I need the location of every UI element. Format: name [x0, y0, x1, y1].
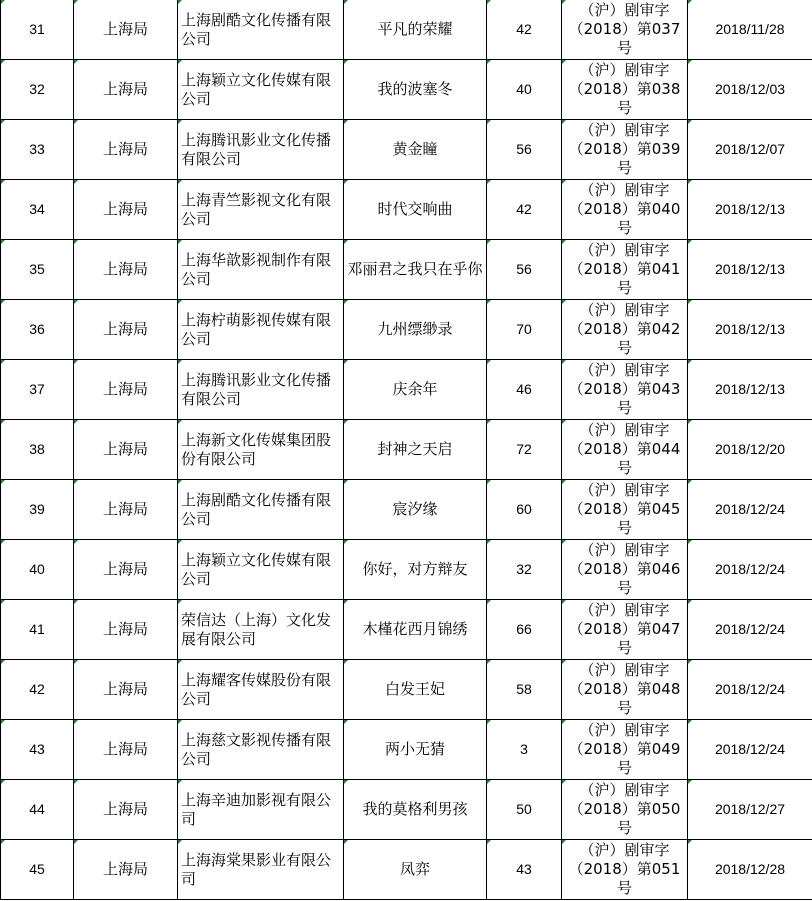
row-number-cell: 39 — [1, 480, 74, 540]
episode-count-cell: 40 — [487, 60, 562, 120]
episode-count-cell: 42 — [487, 0, 562, 60]
permit-number-cell — [562, 180, 688, 240]
episode-count-cell: 58 — [487, 660, 562, 720]
permit-number-cell — [562, 240, 688, 300]
row-number-cell: 31 — [1, 0, 74, 60]
permit-number-cell — [562, 540, 688, 600]
permit-line-2: （2018）第039号 — [568, 140, 681, 177]
approval-date-cell: 2018/12/20 — [688, 420, 812, 480]
permit-number-cell — [562, 720, 688, 780]
episode-count-cell: 46 — [487, 360, 562, 420]
approval-date-cell: 2018/12/24 — [688, 540, 812, 600]
bureau-cell: 上海局 — [74, 240, 178, 300]
episode-count-cell: 56 — [487, 120, 562, 180]
table-row — [1, 840, 812, 900]
company-cell: 上海剧酷文化传播有限公司 — [178, 0, 344, 60]
row-number-cell: 44 — [1, 780, 74, 840]
permit-line-2: （2018）第043号 — [568, 380, 681, 417]
permit-line-2: （2018）第038号 — [568, 80, 681, 117]
bureau-cell: 上海局 — [74, 600, 178, 660]
bureau-cell: 上海局 — [74, 60, 178, 120]
bureau-cell: 上海局 — [74, 780, 178, 840]
episode-count-cell: 42 — [487, 180, 562, 240]
bureau-cell: 上海局 — [74, 540, 178, 600]
approval-date-cell: 2018/12/24 — [688, 720, 812, 780]
approval-date-cell: 2018/12/13 — [688, 240, 812, 300]
approval-date-cell: 2018/12/03 — [688, 60, 812, 120]
company-cell: 上海辛迪加影视有限公司 — [178, 780, 344, 840]
drama-title-cell: 你好，对方辩友 — [344, 540, 487, 600]
row-number-cell: 33 — [1, 120, 74, 180]
permit-line-1: （沪）剧审字 — [579, 601, 670, 619]
row-number-cell: 37 — [1, 360, 74, 420]
company-cell: 上海慈文影视传播有限公司 — [178, 720, 344, 780]
permit-number-cell — [562, 0, 688, 60]
permit-line-1: （沪）剧审字 — [579, 181, 670, 199]
drama-title-cell: 两小无猜 — [344, 720, 487, 780]
company-cell: 上海新文化传媒集团股份有限公司 — [178, 420, 344, 480]
row-number-cell: 45 — [1, 840, 74, 900]
episode-count-cell: 3 — [487, 720, 562, 780]
permit-line-2: （2018）第045号 — [568, 500, 681, 537]
company-cell: 上海颖立文化传媒有限公司 — [178, 540, 344, 600]
drama-title-cell: 封神之天启 — [344, 420, 487, 480]
permit-line-2: （2018）第048号 — [568, 680, 681, 717]
approval-date-cell: 2018/12/27 — [688, 780, 812, 840]
permit-line-1: （沪）剧审字 — [579, 781, 670, 799]
bureau-cell: 上海局 — [74, 480, 178, 540]
episode-count-cell: 60 — [487, 480, 562, 540]
bureau-cell: 上海局 — [74, 840, 178, 900]
row-number-cell: 36 — [1, 300, 74, 360]
table-row — [1, 0, 812, 60]
permit-line-1: （沪）剧审字 — [579, 421, 670, 439]
permit-line-1: （沪）剧审字 — [579, 541, 670, 559]
row-number-cell: 43 — [1, 720, 74, 780]
approval-date-cell: 2018/12/13 — [688, 360, 812, 420]
bureau-cell: 上海局 — [74, 180, 178, 240]
permit-number-cell — [562, 420, 688, 480]
drama-title-cell: 宸汐缘 — [344, 480, 487, 540]
bureau-cell: 上海局 — [74, 300, 178, 360]
bureau-cell: 上海局 — [74, 420, 178, 480]
drama-title-cell: 凤弈 — [344, 840, 487, 900]
permit-number-cell — [562, 360, 688, 420]
company-cell: 荣信达（上海）文化发展有限公司 — [178, 600, 344, 660]
table-body — [1, 0, 812, 900]
table-row — [1, 180, 812, 240]
episode-count-cell: 43 — [487, 840, 562, 900]
drama-title-cell: 黄金瞳 — [344, 120, 487, 180]
drama-title-cell: 庆余年 — [344, 360, 487, 420]
permit-line-1: （沪）剧审字 — [579, 361, 670, 379]
row-number-cell: 32 — [1, 60, 74, 120]
company-cell: 上海腾讯影业文化传播有限公司 — [178, 360, 344, 420]
table-row — [1, 300, 812, 360]
approval-date-cell: 2018/12/24 — [688, 480, 812, 540]
bureau-cell: 上海局 — [74, 0, 178, 60]
table-row — [1, 600, 812, 660]
approval-date-cell: 2018/12/13 — [688, 180, 812, 240]
episode-count-cell: 56 — [487, 240, 562, 300]
permit-number-cell — [562, 120, 688, 180]
drama-title-cell: 时代交响曲 — [344, 180, 487, 240]
permit-line-1: （沪）剧审字 — [579, 61, 670, 79]
permit-line-2: （2018）第042号 — [568, 320, 681, 357]
table-row — [1, 660, 812, 720]
permit-line-1: （沪）剧审字 — [579, 121, 670, 139]
permit-number-cell — [562, 780, 688, 840]
approval-date-cell: 2018/11/28 — [688, 0, 812, 60]
approval-date-cell: 2018/12/13 — [688, 300, 812, 360]
permit-line-1: （沪）剧审字 — [579, 841, 670, 859]
table-row — [1, 720, 812, 780]
permit-number-cell — [562, 480, 688, 540]
table-row — [1, 420, 812, 480]
episode-count-cell: 50 — [487, 780, 562, 840]
row-number-cell: 38 — [1, 420, 74, 480]
drama-title-cell: 白发王妃 — [344, 660, 487, 720]
drama-title-cell: 平凡的荣耀 — [344, 0, 487, 60]
company-cell: 上海青竺影视文化有限公司 — [178, 180, 344, 240]
bureau-cell: 上海局 — [74, 120, 178, 180]
table-row — [1, 60, 812, 120]
permit-line-1: （沪）剧审字 — [579, 481, 670, 499]
permit-line-1: （沪）剧审字 — [579, 721, 670, 739]
drama-title-cell: 邓丽君之我只在乎你 — [344, 240, 487, 300]
permit-line-2: （2018）第051号 — [568, 860, 681, 897]
permit-number-cell — [562, 660, 688, 720]
table-row — [1, 120, 812, 180]
table-row — [1, 240, 812, 300]
permit-line-2: （2018）第037号 — [568, 20, 681, 57]
company-cell: 上海剧酷文化传播有限公司 — [178, 480, 344, 540]
bureau-cell: 上海局 — [74, 660, 178, 720]
permit-number-cell — [562, 840, 688, 900]
permit-line-2: （2018）第041号 — [568, 260, 681, 297]
permit-line-2: （2018）第050号 — [568, 800, 681, 837]
permit-line-2: （2018）第040号 — [568, 200, 681, 237]
permit-line-1: （沪）剧审字 — [579, 661, 670, 679]
table-row — [1, 540, 812, 600]
drama-title-cell: 九州缥缈录 — [344, 300, 487, 360]
bureau-cell: 上海局 — [74, 360, 178, 420]
table-row — [1, 480, 812, 540]
approval-date-cell: 2018/12/24 — [688, 660, 812, 720]
permit-line-1: （沪）剧审字 — [579, 241, 670, 259]
permit-line-1: （沪）剧审字 — [579, 301, 670, 319]
episode-count-cell: 70 — [487, 300, 562, 360]
permit-line-2: （2018）第049号 — [568, 740, 681, 777]
row-number-cell: 40 — [1, 540, 74, 600]
permit-line-2: （2018）第044号 — [568, 440, 681, 477]
permit-line-2: （2018）第047号 — [568, 620, 681, 657]
episode-count-cell: 32 — [487, 540, 562, 600]
episode-count-cell: 66 — [487, 600, 562, 660]
company-cell: 上海华歆影视制作有限公司 — [178, 240, 344, 300]
company-cell: 上海腾讯影业文化传播有限公司 — [178, 120, 344, 180]
table-row — [1, 780, 812, 840]
company-cell: 上海柠萌影视传媒有限公司 — [178, 300, 344, 360]
approval-date-cell: 2018/12/28 — [688, 840, 812, 900]
permit-number-cell — [562, 60, 688, 120]
row-number-cell: 42 — [1, 660, 74, 720]
drama-title-cell: 我的波塞冬 — [344, 60, 487, 120]
row-number-cell: 41 — [1, 600, 74, 660]
company-cell: 上海海棠果影业有限公司 — [178, 840, 344, 900]
drama-title-cell: 木槿花西月锦绣 — [344, 600, 487, 660]
company-cell: 上海颖立文化传媒有限公司 — [178, 60, 344, 120]
approval-date-cell: 2018/12/07 — [688, 120, 812, 180]
row-number-cell: 35 — [1, 240, 74, 300]
drama-title-cell: 我的莫格利男孩 — [344, 780, 487, 840]
permit-line-1: （沪）剧审字 — [579, 1, 670, 19]
permit-number-cell — [562, 600, 688, 660]
permit-line-2: （2018）第046号 — [568, 560, 681, 597]
table-row — [1, 360, 812, 420]
company-cell: 上海耀客传媒股份有限公司 — [178, 660, 344, 720]
bureau-cell: 上海局 — [74, 720, 178, 780]
approval-date-cell: 2018/12/24 — [688, 600, 812, 660]
row-number-cell: 34 — [1, 180, 74, 240]
permit-number-cell — [562, 300, 688, 360]
episode-count-cell: 72 — [487, 420, 562, 480]
